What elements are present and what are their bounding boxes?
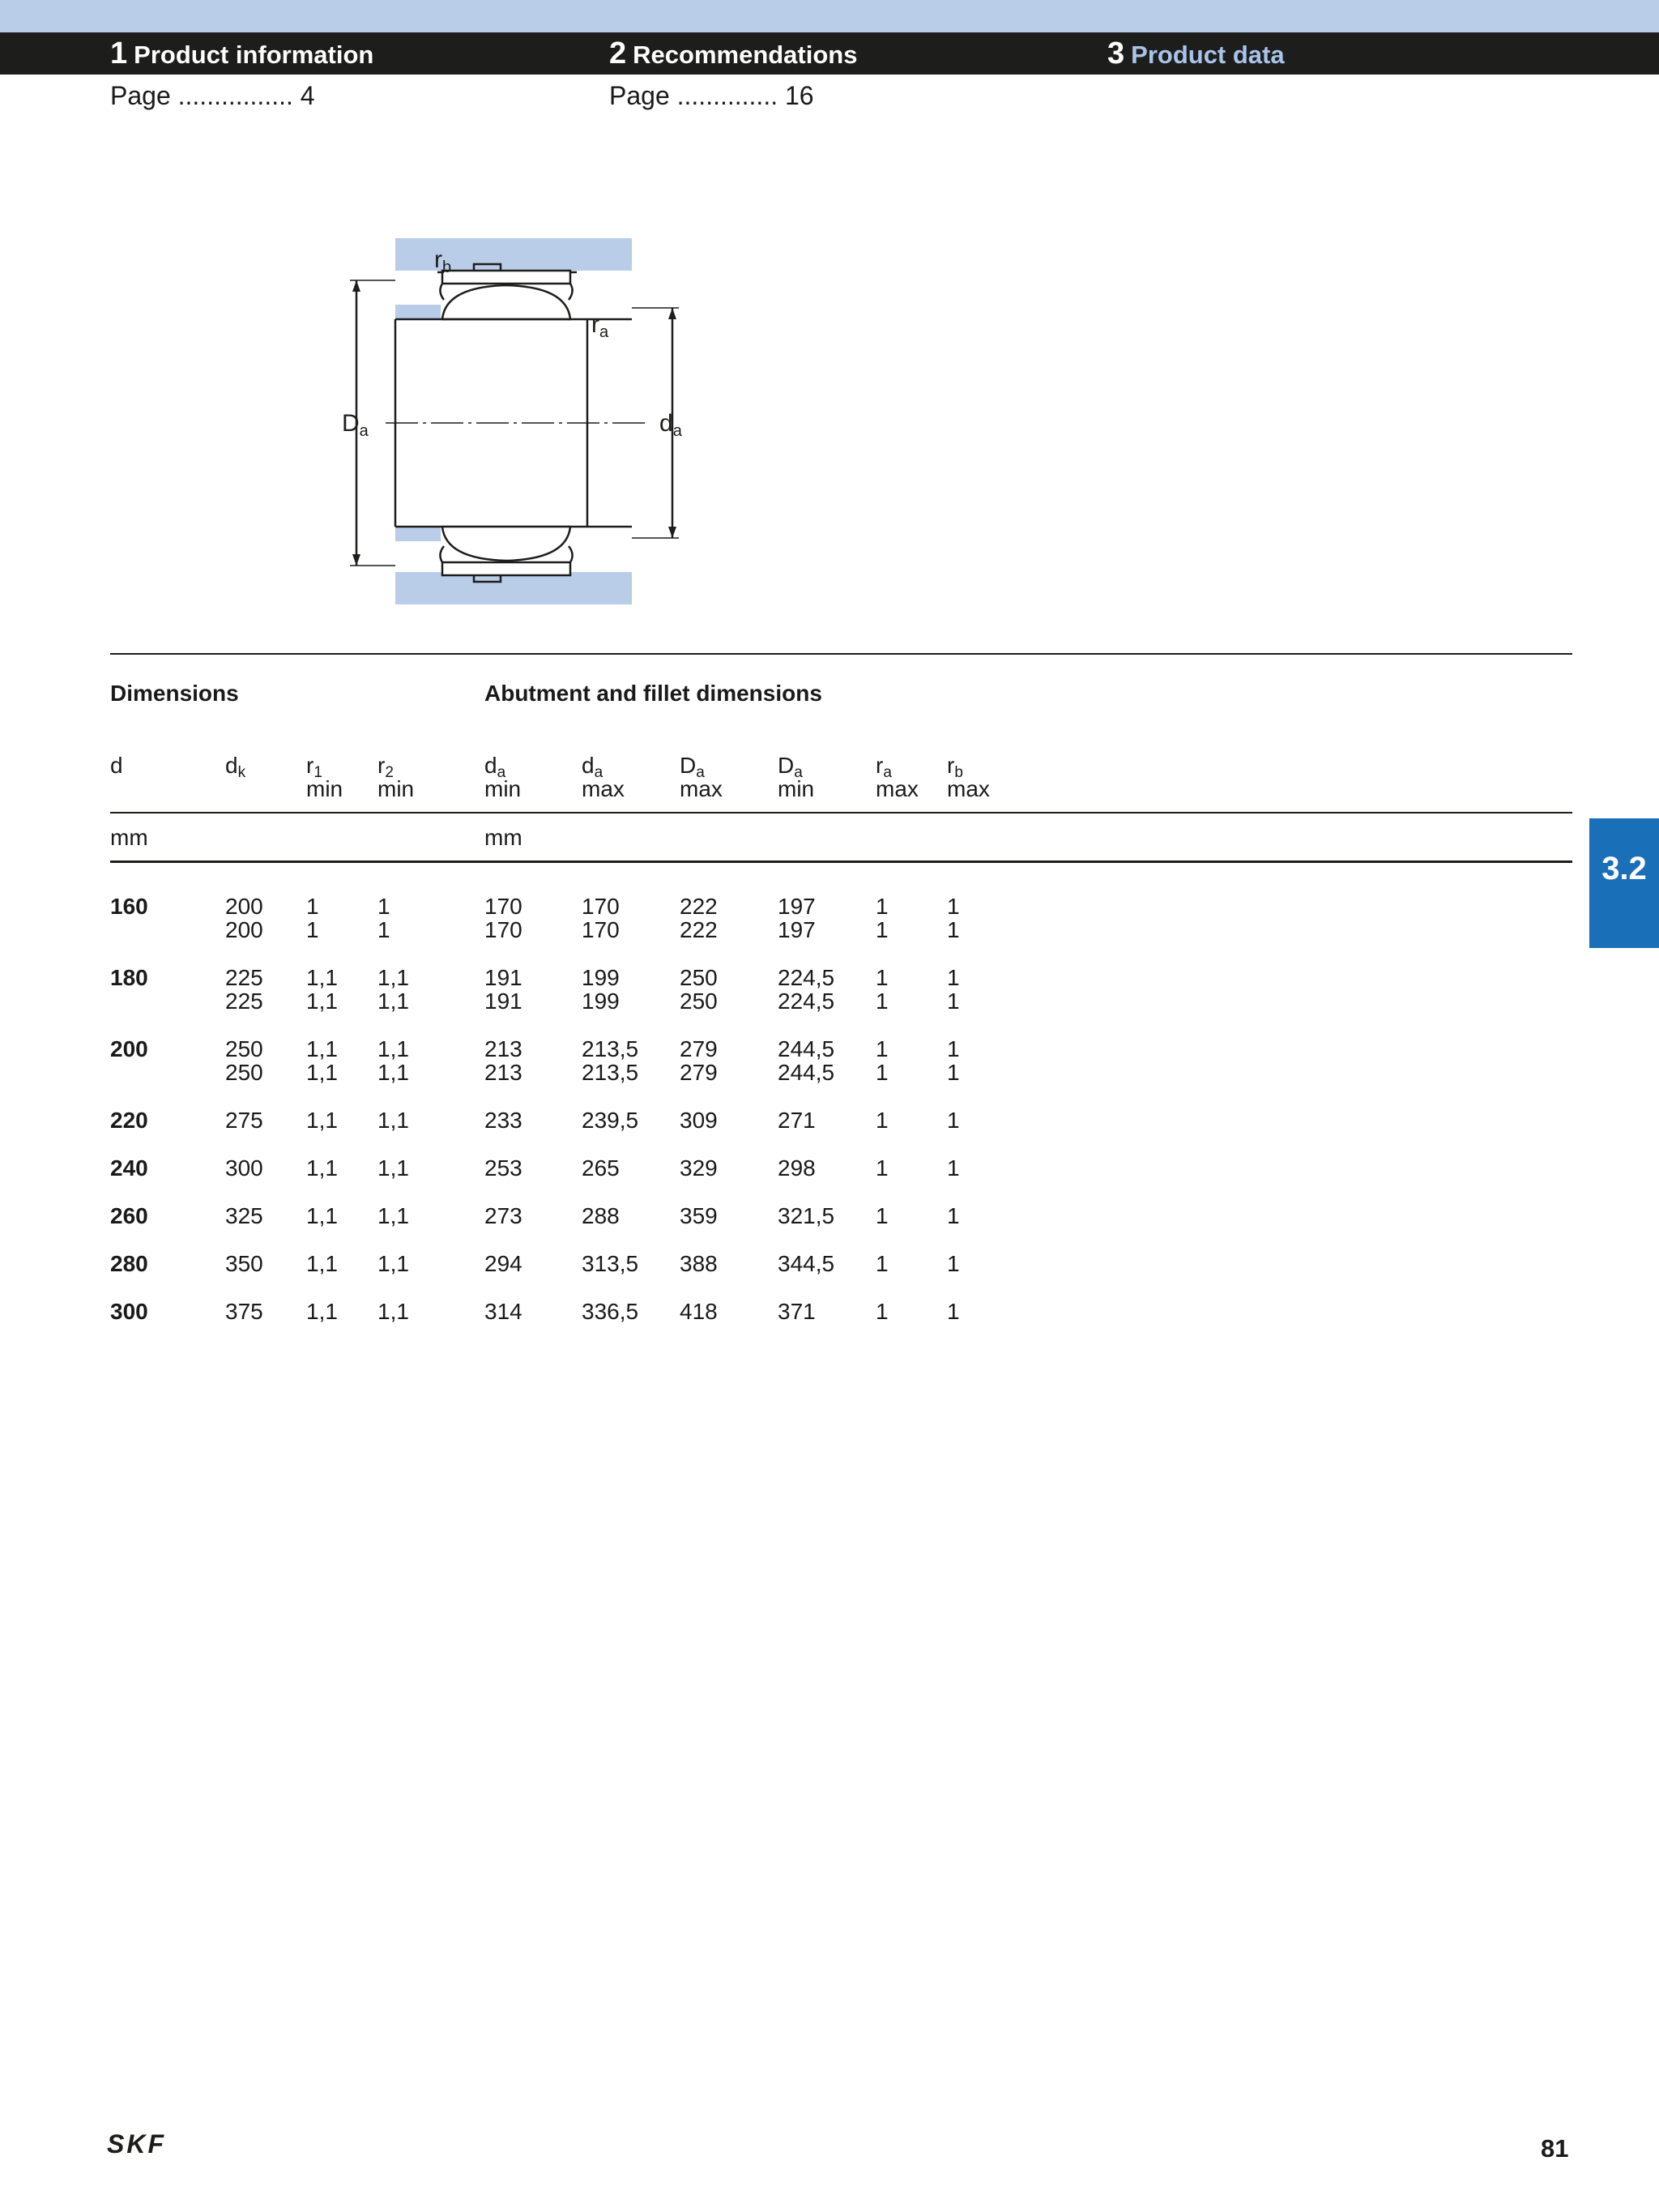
table-cell: 1 — [876, 965, 889, 990]
table-cell: 1 — [947, 894, 960, 919]
table-cell: 1,1 — [377, 1299, 409, 1324]
bore-diameter-cell: 180 — [110, 965, 148, 990]
table-cell: 224,5 — [778, 965, 835, 990]
colhead-d: d — [110, 753, 123, 778]
table-cell: 170 — [582, 894, 620, 919]
colhead-rb-max: $r_b$ max — [947, 753, 990, 801]
table-cell: 1 — [947, 1060, 960, 1085]
section-nav — [0, 32, 1659, 75]
table-cell: 1 — [876, 1203, 889, 1228]
table-cell: 197 — [778, 894, 816, 919]
table-cell: 1,1 — [377, 989, 409, 1014]
table-cell: 273 — [484, 1203, 522, 1228]
outer-ring-top — [442, 271, 570, 284]
table-cell: 224,5 — [778, 989, 835, 1014]
bore-diameter-cell: 200 — [110, 1036, 148, 1061]
table-cell: 1,1 — [377, 1108, 409, 1133]
housing-top — [395, 238, 632, 271]
table-cell: 1 — [876, 917, 889, 942]
table-cell: 265 — [582, 1155, 620, 1181]
table-cell: 1 — [377, 894, 390, 919]
table-cell: 250 — [680, 989, 718, 1014]
nav-number: 1 — [110, 36, 128, 70]
label-Da: $D_a$ — [342, 410, 369, 440]
colhead-ra-max: $r_a$ max — [876, 753, 919, 801]
table-cell: 298 — [778, 1155, 816, 1181]
table-cell: 244,5 — [778, 1060, 835, 1085]
colhead-da-max: $d_a$ max — [582, 753, 625, 801]
group-title-dimensions: Dimensions — [110, 681, 239, 706]
table-cell: 213,5 — [582, 1036, 639, 1061]
table-cell: 271 — [778, 1108, 816, 1133]
table-cell: 275 — [225, 1108, 263, 1133]
colhead-da-min: $d_a$ min — [484, 753, 522, 801]
table-cell: 336,5 — [582, 1299, 639, 1324]
bore-diameter-cell: 300 — [110, 1299, 148, 1324]
table-cell: 375 — [225, 1299, 263, 1324]
colhead-dk: $d_k$ — [225, 753, 246, 781]
table-cell: 1 — [947, 917, 960, 942]
table-cell: 1,1 — [306, 1060, 338, 1085]
table-cell: 1,1 — [377, 1060, 409, 1085]
table-cell: 1 — [947, 965, 960, 990]
table-cell: 279 — [680, 1036, 718, 1061]
section-tab[interactable]: 3.2 — [1589, 818, 1659, 948]
table-cell: 225 — [225, 965, 263, 990]
table-cell: 1 — [947, 1203, 960, 1228]
table-cell: 1 — [306, 894, 319, 919]
bore-diameter-cell: 160 — [110, 894, 148, 919]
table-cell: 1 — [876, 894, 889, 919]
group-title-abutment: Abutment and fillet dimensions — [484, 681, 822, 706]
table-cell: 1 — [876, 1108, 889, 1133]
table-cell: 1,1 — [306, 965, 338, 990]
table-cell: 300 — [225, 1155, 263, 1181]
label-ra: $r_a$ — [591, 311, 609, 341]
unit-rule — [110, 860, 1572, 863]
table-cell: 199 — [582, 989, 620, 1014]
table-cell: 371 — [778, 1299, 816, 1324]
table-cell: 1 — [947, 1036, 960, 1061]
inner-ring-bottom — [442, 527, 570, 561]
table-cell: 1 — [306, 917, 319, 942]
table-cell: 253 — [484, 1155, 522, 1181]
table-cell: 244,5 — [778, 1036, 835, 1061]
colhead-r2-min: $r_2$ min — [377, 753, 415, 801]
label-da: $d_a$ — [659, 410, 682, 440]
inner-ring-top — [442, 285, 570, 319]
table-cell: 1 — [947, 1299, 960, 1324]
table-cell: 288 — [582, 1203, 620, 1228]
table-cell: 1,1 — [306, 1299, 338, 1324]
table-cell: 191 — [484, 965, 522, 990]
table-cell: 313,5 — [582, 1251, 639, 1276]
table-cell: 329 — [680, 1155, 718, 1181]
shaft-shoulder-bottom — [395, 527, 441, 541]
table-cell: 250 — [225, 1036, 263, 1061]
table-cell: 250 — [225, 1060, 263, 1085]
table-cell: 314 — [484, 1299, 522, 1324]
table-cell: 191 — [484, 989, 522, 1014]
table-cell: 1 — [876, 989, 889, 1014]
table-cell: 239,5 — [582, 1108, 639, 1133]
table-cell: 197 — [778, 917, 816, 942]
nav-number: 2 — [609, 36, 627, 70]
nav-number: 3 — [1107, 36, 1125, 70]
bore-diameter-cell: 240 — [110, 1155, 148, 1181]
page-ref-product-information[interactable]: Page ................ 4 — [110, 81, 315, 110]
outer-ring-bottom — [442, 562, 570, 575]
table-cell: 1 — [947, 1108, 960, 1133]
nav-label: Recommendations — [633, 41, 858, 69]
table-cell: 200 — [225, 917, 263, 942]
table-top-rule — [110, 653, 1572, 655]
bearing-abutment-drawing — [324, 227, 713, 616]
table-cell: 388 — [680, 1251, 718, 1276]
table-cell: 1,1 — [377, 1251, 409, 1276]
table-cell: 1,1 — [377, 1203, 409, 1228]
table-cell: 1 — [876, 1155, 889, 1181]
bore-diameter-cell: 260 — [110, 1203, 148, 1228]
table-cell: 1 — [876, 1036, 889, 1061]
table-cell: 1,1 — [306, 989, 338, 1014]
bore-diameter-cell: 220 — [110, 1108, 148, 1133]
table-cell: 213 — [484, 1036, 522, 1061]
table-cell: 170 — [582, 917, 620, 942]
nav-item-product-data[interactable] — [1107, 32, 1285, 75]
table-cell: 222 — [680, 894, 718, 919]
nav-item-product-information[interactable] — [110, 32, 373, 75]
nav-label: Product data — [1131, 41, 1285, 69]
housing-bottom — [395, 572, 632, 604]
unit-dimensions: mm — [110, 825, 148, 850]
table-cell: 344,5 — [778, 1251, 835, 1276]
table-cell: 1,1 — [377, 965, 409, 990]
label-rb: $r_b$ — [434, 246, 452, 276]
unit-abutment: mm — [484, 825, 522, 850]
table-cell: 170 — [484, 917, 522, 942]
table-cell: 1,1 — [306, 1108, 338, 1133]
table-cell: 321,5 — [778, 1203, 835, 1228]
table-cell: 309 — [680, 1108, 718, 1133]
table-cell: 1 — [876, 1251, 889, 1276]
table-cell: 279 — [680, 1060, 718, 1085]
table-cell: 170 — [484, 894, 522, 919]
page-ref-recommendations[interactable]: Page .............. 16 — [609, 81, 814, 110]
table-cell: 1 — [947, 1155, 960, 1181]
table-cell: 325 — [225, 1203, 263, 1228]
table-cell: 1 — [947, 1251, 960, 1276]
table-cell: 1,1 — [377, 1036, 409, 1061]
table-cell: 1 — [876, 1299, 889, 1324]
bore-diameter-cell: 280 — [110, 1251, 148, 1276]
header-rule — [110, 812, 1572, 813]
table-cell: 200 — [225, 894, 263, 919]
colhead-Da-max: $D_a$ max — [680, 753, 723, 801]
table-cell: 213 — [484, 1060, 522, 1085]
page-number: 81 — [1541, 2134, 1569, 2163]
table-cell: 1,1 — [306, 1036, 338, 1061]
table-cell: 1 — [947, 989, 960, 1014]
table-cell: 359 — [680, 1203, 718, 1228]
table-cell: 233 — [484, 1108, 522, 1133]
table-cell: 350 — [225, 1251, 263, 1276]
nav-label: Product information — [134, 41, 374, 69]
table-cell: 1,1 — [377, 1155, 409, 1181]
skf-logo — [107, 2131, 193, 2159]
table-cell: 418 — [680, 1299, 718, 1324]
table-cell: 213,5 — [582, 1060, 639, 1085]
table-cell: 250 — [680, 965, 718, 990]
shaft-shoulder-top — [395, 305, 441, 319]
nav-item-recommendations[interactable] — [609, 32, 857, 75]
table-cell: 199 — [582, 965, 620, 990]
svg-text:SKF: SKF — [107, 2131, 166, 2159]
table-cell: 1,1 — [306, 1251, 338, 1276]
table-cell: 1,1 — [306, 1203, 338, 1228]
table-cell: 222 — [680, 917, 718, 942]
colhead-Da-min: $D_a$ min — [778, 753, 815, 801]
table-cell: 1 — [377, 917, 390, 942]
table-cell: 294 — [484, 1251, 522, 1276]
table-cell: 1,1 — [306, 1155, 338, 1181]
colhead-r1-min: $r_1$ min — [306, 753, 343, 801]
header-band — [0, 0, 1659, 32]
table-cell: 225 — [225, 989, 263, 1014]
table-cell: 1 — [876, 1060, 889, 1085]
